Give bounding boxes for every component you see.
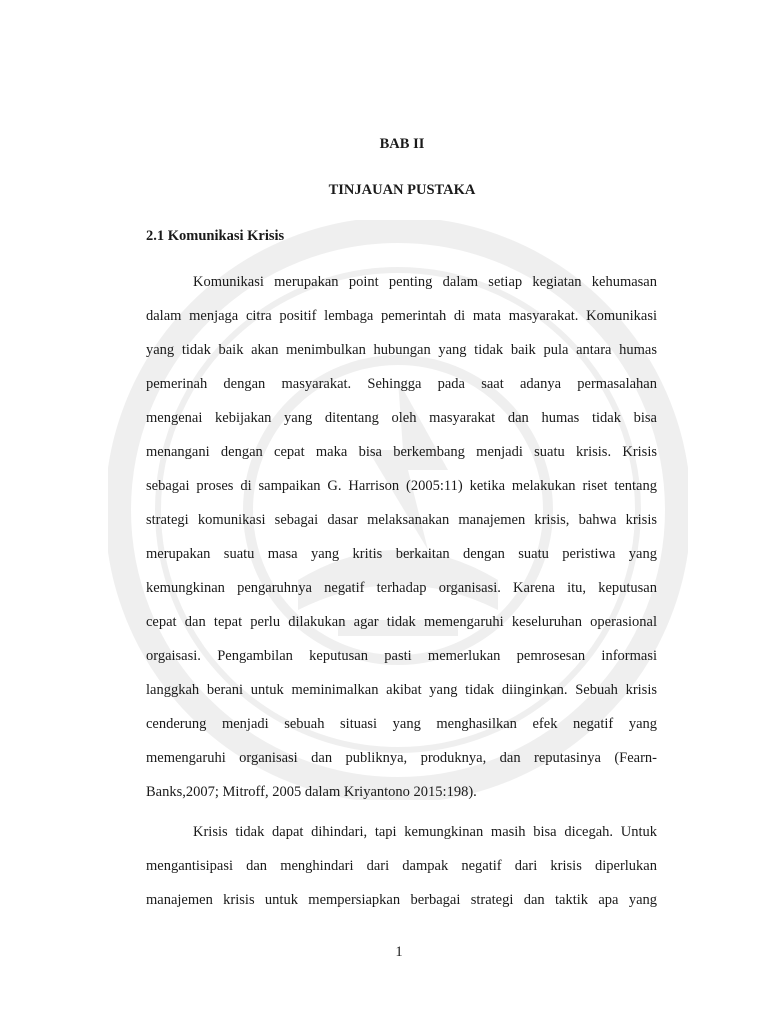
paragraph-1 — [146, 265, 657, 809]
paragraph-line: Banks,2007; Mitroff, 2005 dalam Kriyantono 2015:198). — [146, 784, 477, 800]
paragraph-line: merupakan suatu masa yang kritis berkaitan dengan suatu peristiwa yang — [146, 546, 657, 562]
paragraph-line: cenderung menjadi sebuah situasi yang menghasilkan efek negatif yang — [146, 716, 657, 732]
paragraph-line: kemungkinan pengaruhnya negatif terhadap organisasi. Karena itu, keputusan — [146, 580, 657, 596]
paragraph-line: Komunikasi merupakan point penting dalam setiap kegiatan kehumasan — [193, 274, 657, 290]
paragraph-line: langgkah berani untuk meminimalkan akibat yang tidak diinginkan. Sebuah krisis — [146, 682, 657, 698]
paragraph-line: strategi komunikasi sebagai dasar melaksanakan manajemen krisis, bahwa krisis — [146, 512, 657, 528]
page-number: 1 — [395, 944, 403, 960]
paragraph-line: memengaruhi organisasi dan publiknya, produknya, dan reputasinya (Fearn- — [146, 750, 657, 766]
paragraph-2 — [146, 815, 657, 917]
paragraph-line: manajemen krisis untuk mempersiapkan berbagai strategi dan taktik apa yang — [146, 892, 657, 908]
paragraph-line: yang tidak baik akan menimbulkan hubungan yang tidak baik pula antara humas — [146, 342, 657, 358]
paragraph-line: mengenai kebijakan yang ditentang oleh masyarakat dan humas tidak bisa — [146, 410, 657, 426]
chapter-label: BAB II — [379, 136, 425, 152]
paragraph-line: menangani dengan cepat maka bisa berkembang menjadi suatu krisis. Krisis — [146, 444, 657, 460]
paragraph-line: Krisis tidak dapat dihindari, tapi kemungkinan masih bisa dicegah. Untuk — [193, 824, 657, 840]
chapter-title: TINJAUAN PUSTAKA — [328, 182, 476, 198]
paragraph-line: cepat dan tepat perlu dilakukan agar tidak memengaruhi keseluruhan operasional — [146, 614, 657, 630]
paragraph-line: sebagai proses di sampaikan G. Harrison (2005:11) ketika melakukan riset tentang — [146, 478, 657, 494]
paragraph-line: orgaisasi. Pengambilan keputusan pasti memerlukan pemrosesan informasi — [146, 648, 657, 664]
paragraph-line: mengantisipasi dan menghindari dari dampak negatif dari krisis diperlukan — [146, 858, 657, 874]
section-heading: 2.1 Komunikasi Krisis — [146, 228, 285, 244]
paragraph-line: dalam menjaga citra positif lembaga pemerintah di mata masyarakat. Komunikasi — [146, 308, 657, 324]
paragraph-line: pemerinah dengan masyarakat. Sehingga pada saat adanya permasalahan — [146, 376, 657, 392]
